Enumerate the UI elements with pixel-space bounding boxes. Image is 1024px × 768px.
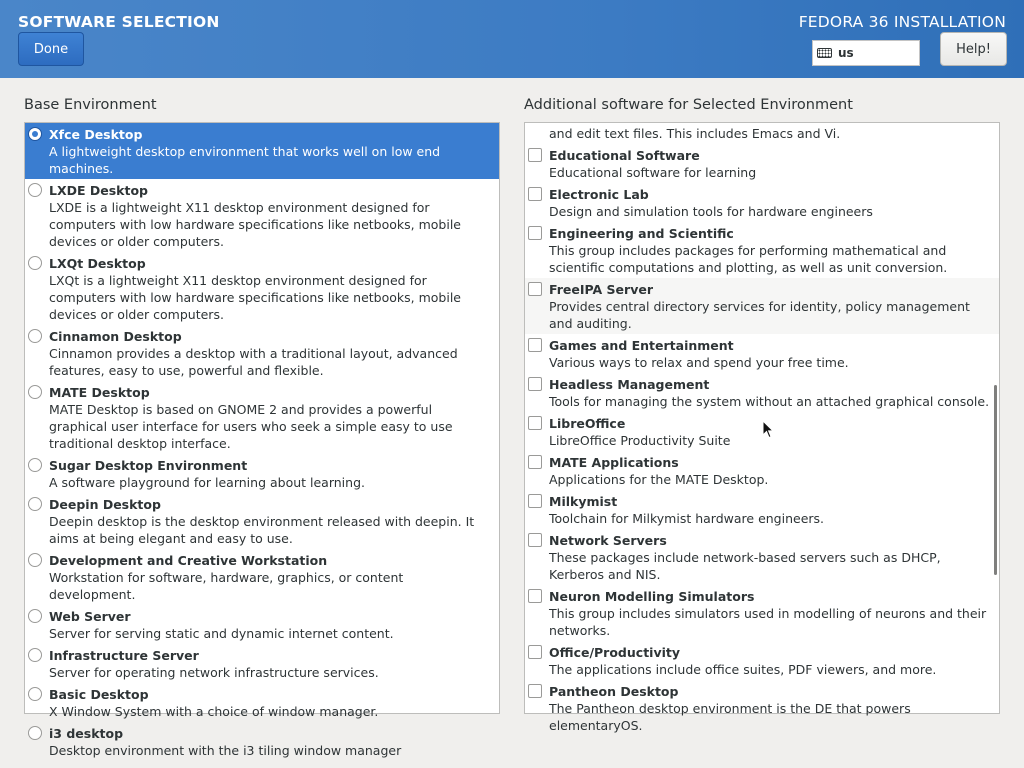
- help-button[interactable]: Help!: [940, 32, 1007, 66]
- radio-button[interactable]: [28, 458, 42, 472]
- env-desc: A lightweight desktop environment that works well on low end machines.: [49, 144, 441, 176]
- radio-button[interactable]: [28, 183, 42, 197]
- env-desc: LXQt is a lightweight X11 desktop environment designed for computers with low hardware specifications like netbooks, mobile devices or older computers.: [49, 273, 461, 322]
- addon-desc: Provides central directory services for identity, policy management and auditing.: [549, 299, 970, 331]
- radio-button[interactable]: [28, 553, 42, 567]
- env-title: i3 desktop: [49, 726, 124, 741]
- addon-games-entertainment[interactable]: [525, 334, 999, 373]
- addon-desc: LibreOffice Productivity Suite: [549, 433, 731, 448]
- addon-engineering-scientific[interactable]: [525, 222, 999, 278]
- env-desc: Workstation for software, hardware, graphics, or content development.: [49, 570, 404, 602]
- addon-educational-software[interactable]: [525, 144, 999, 183]
- addon-neuron-modelling[interactable]: [525, 585, 999, 641]
- env-desc: A software playground for learning about learning.: [49, 475, 365, 490]
- env-desc: Deepin desktop is the desktop environment released with deepin. It aims at being elegant and easy to use.: [49, 514, 475, 546]
- base-environment-list[interactable]: [24, 122, 500, 758]
- radio-button[interactable]: [28, 609, 42, 623]
- env-desc: Cinnamon provides a desktop with a traditional layout, advanced features, easy to use, powerful and flexible.: [49, 346, 458, 378]
- env-desc: X Window System with a choice of window manager.: [49, 704, 379, 719]
- checkbox[interactable]: [528, 282, 542, 296]
- addon-desc: These packages include network-based servers such as DHCP, Kerberos and NIS.: [549, 550, 941, 582]
- env-xfce-desktop[interactable]: [25, 123, 499, 179]
- checkbox[interactable]: [528, 455, 542, 469]
- env-lxde-desktop[interactable]: [25, 179, 499, 252]
- checkbox[interactable]: [528, 533, 542, 547]
- addon-desc: Toolchain for Milkymist hardware engineers.: [549, 511, 825, 526]
- checkbox[interactable]: [528, 338, 542, 352]
- addon-title: Milkymist: [549, 494, 618, 509]
- additional-software-list[interactable]: [524, 122, 1000, 733]
- env-title: Development and Creative Workstation: [49, 553, 328, 568]
- addon-title: Neuron Modelling Simulators: [549, 589, 755, 604]
- env-title: Web Server: [49, 609, 131, 624]
- env-desc: Server for serving static and dynamic internet content.: [49, 626, 394, 641]
- addon-desc: This group includes packages for performing mathematical and scientific computations and plotting, as well as unit conversion.: [549, 243, 948, 275]
- keyboard-layout-indicator[interactable]: [812, 40, 920, 66]
- mouse-cursor-icon: [762, 420, 774, 439]
- addon-title: Office/Productivity: [549, 645, 681, 660]
- env-desc: MATE Desktop is based on GNOME 2 and provides a powerful graphical user interface for users who seek a simple easy to use traditional desktop interface.: [49, 402, 453, 451]
- env-title: LXQt Desktop: [49, 256, 146, 271]
- checkbox[interactable]: [528, 377, 542, 391]
- checkbox[interactable]: [528, 494, 542, 508]
- addon-desc: Design and simulation tools for hardware engineers: [549, 204, 873, 219]
- addon-title: Engineering and Scientific: [549, 226, 734, 241]
- checkbox[interactable]: [528, 148, 542, 162]
- env-title: LXDE Desktop: [49, 183, 148, 198]
- env-title: Deepin Desktop: [49, 497, 161, 512]
- addon-office-productivity[interactable]: [525, 641, 999, 680]
- radio-button[interactable]: [28, 256, 42, 270]
- env-infrastructure-server[interactable]: [25, 644, 499, 683]
- keyboard-layout-label: us: [838, 46, 854, 60]
- env-title: Basic Desktop: [49, 687, 149, 702]
- addon-title: MATE Applications: [549, 455, 679, 470]
- env-title: Sugar Desktop Environment: [49, 458, 248, 473]
- addon-title: FreeIPA Server: [549, 282, 653, 297]
- addon-freeipa-server[interactable]: [525, 278, 999, 334]
- addon-desc: Tools for managing the system without an attached graphical console.: [549, 394, 990, 409]
- env-title: Xfce Desktop: [49, 127, 143, 142]
- env-sugar-desktop[interactable]: [25, 454, 499, 493]
- radio-button[interactable]: [28, 127, 42, 141]
- addon-desc: Educational software for learning: [549, 165, 757, 180]
- keyboard-icon: [817, 48, 832, 58]
- addon-milkymist[interactable]: [525, 490, 999, 529]
- env-cinnamon-desktop[interactable]: [25, 325, 499, 381]
- env-mate-desktop[interactable]: [25, 381, 499, 454]
- checkbox[interactable]: [528, 684, 542, 698]
- addon-pantheon-desktop[interactable]: [525, 680, 999, 736]
- env-desc: Desktop environment with the i3 tiling window manager: [49, 743, 402, 758]
- env-desc: Server for operating network infrastructure services.: [49, 665, 379, 680]
- base-environment-heading: Base Environment: [24, 97, 157, 113]
- env-lxqt-desktop[interactable]: [25, 252, 499, 325]
- env-deepin-desktop[interactable]: [25, 493, 499, 549]
- addon-partial-item[interactable]: [525, 105, 999, 144]
- product-title: FEDORA 36 INSTALLATION: [798, 13, 1006, 31]
- env-web-server[interactable]: [25, 605, 499, 644]
- addon-title: Games and Entertainment: [549, 338, 734, 353]
- env-desc: LXDE is a lightweight X11 desktop environment designed for computers with low hardware specifications like netbooks, mobile devices or older computers.: [49, 200, 461, 249]
- done-button[interactable]: Done: [18, 32, 84, 66]
- env-development-workstation[interactable]: [25, 549, 499, 605]
- addon-electronic-lab[interactable]: [525, 183, 999, 222]
- radio-button[interactable]: [28, 726, 42, 740]
- checkbox[interactable]: [528, 589, 542, 603]
- checkbox[interactable]: [528, 187, 542, 201]
- env-title: Cinnamon Desktop: [49, 329, 182, 344]
- addon-desc: Applications for the MATE Desktop.: [549, 472, 769, 487]
- addon-desc: and edit text files. This includes Emacs and Vi.: [549, 126, 841, 141]
- addon-desc: Various ways to relax and spend your free time.: [549, 355, 849, 370]
- addon-mate-applications[interactable]: [525, 451, 999, 490]
- addon-title: Headless Management: [549, 377, 710, 392]
- checkbox[interactable]: [528, 645, 542, 659]
- addon-network-servers[interactable]: [525, 529, 999, 585]
- addon-title: LibreOffice: [549, 416, 626, 431]
- addon-headless-management[interactable]: [525, 373, 999, 412]
- radio-button[interactable]: [28, 497, 42, 511]
- env-title: MATE Desktop: [49, 385, 150, 400]
- addon-title: Pantheon Desktop: [549, 684, 679, 699]
- env-basic-desktop[interactable]: [25, 683, 499, 722]
- env-title: Infrastructure Server: [49, 648, 199, 663]
- vertical-scrollbar[interactable]: [994, 385, 997, 575]
- radio-button[interactable]: [28, 687, 42, 701]
- spoke-title: SOFTWARE SELECTION: [18, 13, 220, 31]
- checkbox[interactable]: [528, 416, 542, 430]
- env-i3-desktop[interactable]: [25, 722, 499, 761]
- addon-desc: The applications include office suites, PDF viewers, and more.: [549, 662, 937, 677]
- addon-desc: The Pantheon desktop environment is the DE that powers elementaryOS.: [549, 701, 911, 733]
- header-bar: [0, 0, 1024, 78]
- radio-button[interactable]: [28, 329, 42, 343]
- radio-button[interactable]: [28, 648, 42, 662]
- addon-title: Educational Software: [549, 148, 700, 163]
- addon-title: Network Servers: [549, 533, 667, 548]
- addon-desc: This group includes simulators used in modelling of neurons and their networks.: [549, 606, 987, 638]
- additional-software-heading: Additional software for Selected Environment: [524, 97, 853, 113]
- checkbox[interactable]: [528, 226, 542, 240]
- radio-button[interactable]: [28, 385, 42, 399]
- addon-title: Electronic Lab: [549, 187, 649, 202]
